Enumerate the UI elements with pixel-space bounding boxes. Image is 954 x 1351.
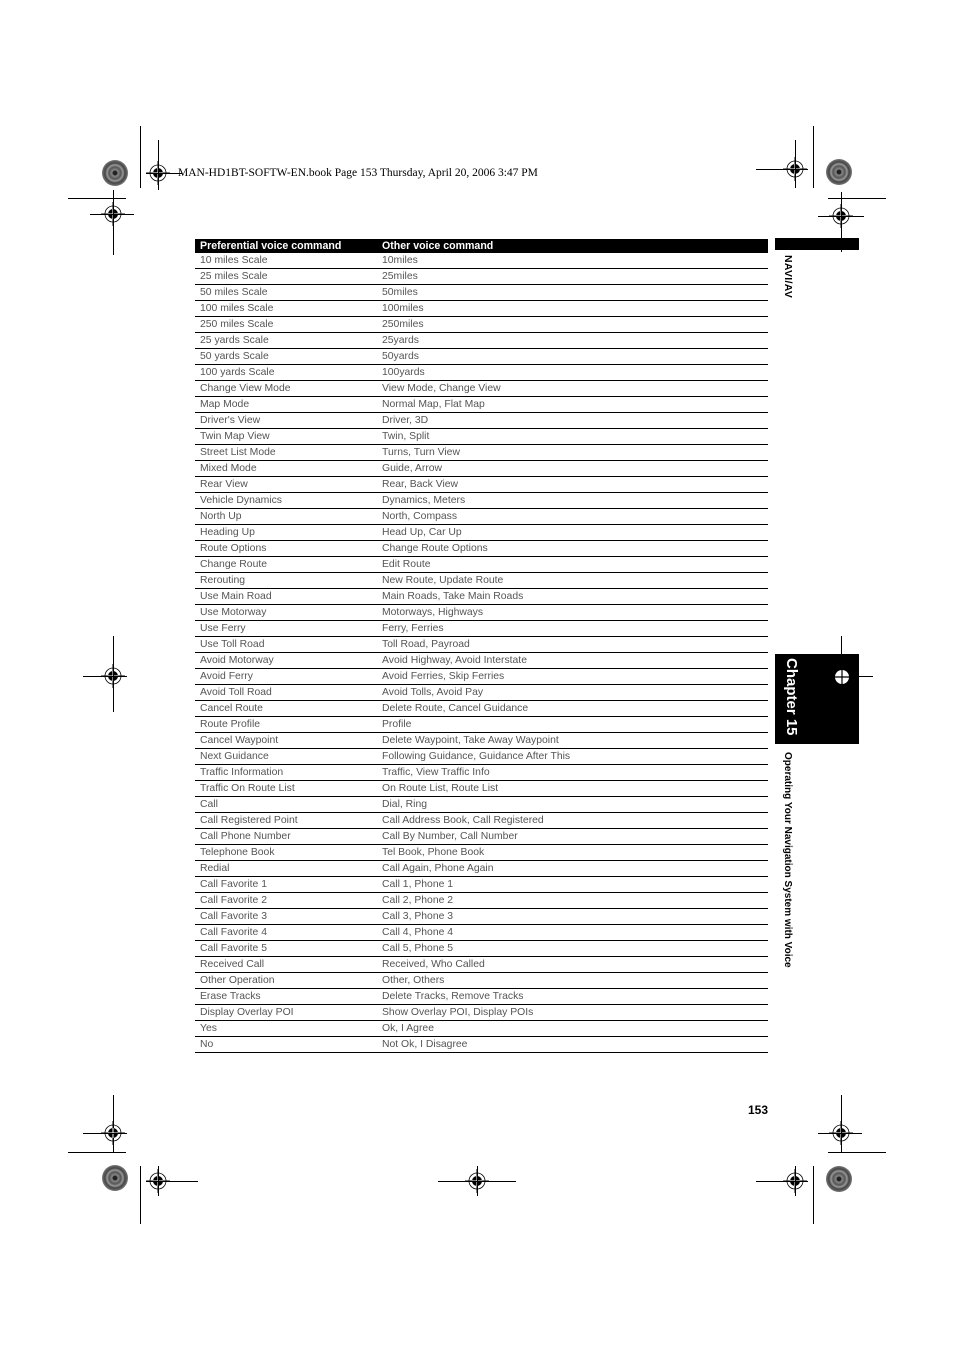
preferential-command-cell: Heading Up: [195, 525, 377, 541]
table-row: [195, 685, 768, 701]
section-tab-bar: [775, 238, 859, 250]
preferential-command-cell: Use Main Road: [195, 589, 377, 605]
other-command-cell: Received, Who Called: [377, 957, 768, 973]
table-row: [195, 893, 768, 909]
table-row: [195, 813, 768, 829]
page-number: 153: [748, 1103, 769, 1117]
table-row: [195, 573, 768, 589]
other-command-cell: Twin, Split: [377, 429, 768, 445]
preferential-command-cell: Avoid Motorway: [195, 653, 377, 669]
preferential-command-cell: Route Options: [195, 541, 377, 557]
voice-command-table: [195, 239, 768, 1053]
preferential-command-cell: Call: [195, 797, 377, 813]
table-row: [195, 589, 768, 605]
preferential-command-cell: Avoid Toll Road: [195, 685, 377, 701]
crop-mark-line: [146, 173, 182, 174]
table-row: [195, 973, 768, 989]
table-row: [195, 653, 768, 669]
preferential-command-cell: Traffic On Route List: [195, 781, 377, 797]
preferential-command-cell: Driver's View: [195, 413, 377, 429]
crop-mark-line: [113, 636, 114, 712]
table-row: [195, 749, 768, 765]
crop-mark-line: [90, 214, 134, 215]
preferential-command-cell: Call Favorite 5: [195, 941, 377, 957]
table-row: [195, 253, 768, 269]
preferential-command-cell: Yes: [195, 1021, 377, 1037]
crop-mark-line: [83, 1133, 127, 1134]
color-rosette-mark-icon: [826, 159, 852, 185]
other-command-cell: Call 5, Phone 5: [377, 941, 768, 957]
table-row: [195, 477, 768, 493]
preferential-command-cell: 50 yards Scale: [195, 349, 377, 365]
other-command-cell: Profile: [377, 717, 768, 733]
preferential-command-cell: North Up: [195, 509, 377, 525]
preferential-command-cell: Use Ferry: [195, 621, 377, 637]
table-row: [195, 509, 768, 525]
column-header-preferential: Preferential voice command: [195, 239, 377, 253]
other-command-cell: 10miles: [377, 253, 768, 269]
table-row: [195, 621, 768, 637]
other-command-cell: Call 2, Phone 2: [377, 893, 768, 909]
preferential-command-cell: Change Route: [195, 557, 377, 573]
preferential-command-cell: Traffic Information: [195, 765, 377, 781]
crop-mark-line: [146, 1181, 198, 1182]
other-command-cell: Normal Map, Flat Map: [377, 397, 768, 413]
crop-mark-line: [140, 126, 141, 188]
preferential-command-cell: Avoid Ferry: [195, 669, 377, 685]
preferential-command-cell: Street List Mode: [195, 445, 377, 461]
color-rosette-mark-icon: [102, 1165, 128, 1191]
color-rosette-mark-icon: [826, 1166, 852, 1192]
crop-mark-line: [813, 1166, 814, 1224]
table-row: [195, 397, 768, 413]
other-command-cell: Turns, Turn View: [377, 445, 768, 461]
preferential-command-cell: Call Favorite 2: [195, 893, 377, 909]
table-row: [195, 349, 768, 365]
table-row: [195, 1037, 768, 1053]
preferential-command-cell: Call Registered Point: [195, 813, 377, 829]
other-command-cell: Call 1, Phone 1: [377, 877, 768, 893]
table-row: [195, 461, 768, 477]
other-command-cell: Tel Book, Phone Book: [377, 845, 768, 861]
table-row: [195, 429, 768, 445]
other-command-cell: Dial, Ring: [377, 797, 768, 813]
other-command-cell: Toll Road, Payroad: [377, 637, 768, 653]
table-row: [195, 285, 768, 301]
table-row: [195, 605, 768, 621]
preferential-command-cell: Received Call: [195, 957, 377, 973]
other-command-cell: Delete Waypoint, Take Away Waypoint: [377, 733, 768, 749]
preferential-command-cell: 25 miles Scale: [195, 269, 377, 285]
preferential-command-cell: Call Phone Number: [195, 829, 377, 845]
preferential-command-cell: 100 miles Scale: [195, 301, 377, 317]
other-command-cell: Following Guidance, Guidance After This: [377, 749, 768, 765]
crop-mark-line: [756, 1181, 808, 1182]
other-command-cell: Call Again, Phone Again: [377, 861, 768, 877]
other-command-cell: 25yards: [377, 333, 768, 349]
preferential-command-cell: 50 miles Scale: [195, 285, 377, 301]
table-row: [195, 797, 768, 813]
section-tab-label: NAVI/AV: [782, 255, 794, 299]
other-command-cell: 50yards: [377, 349, 768, 365]
crop-mark-line: [795, 140, 796, 188]
other-command-cell: Rear, Back View: [377, 477, 768, 493]
preferential-command-cell: Redial: [195, 861, 377, 877]
preferential-command-cell: Cancel Waypoint: [195, 733, 377, 749]
other-command-cell: Avoid Highway, Avoid Interstate: [377, 653, 768, 669]
crop-mark-line: [477, 1166, 478, 1196]
table-row: [195, 701, 768, 717]
table-row: [195, 1005, 768, 1021]
table-row: [195, 333, 768, 349]
preferential-command-cell: Use Motorway: [195, 605, 377, 621]
table-row: [195, 861, 768, 877]
preferential-command-cell: Mixed Mode: [195, 461, 377, 477]
table-row: [195, 717, 768, 733]
preferential-command-cell: Erase Tracks: [195, 989, 377, 1005]
crop-mark-line: [818, 1133, 862, 1134]
table-row: [195, 765, 768, 781]
crop-mark-line: [68, 198, 126, 199]
table-row: [195, 781, 768, 797]
crop-mark-line: [828, 1152, 886, 1153]
other-command-cell: Dynamics, Meters: [377, 493, 768, 509]
table-row: [195, 909, 768, 925]
preferential-command-cell: Route Profile: [195, 717, 377, 733]
other-command-cell: Traffic, View Traffic Info: [377, 765, 768, 781]
table-row: [195, 269, 768, 285]
crop-mark-line: [841, 636, 842, 656]
chapter-label: Chapter 15: [783, 658, 800, 736]
other-command-cell: Avoid Tolls, Avoid Pay: [377, 685, 768, 701]
crop-mark-line: [158, 140, 159, 190]
crop-mark-line: [813, 126, 814, 188]
other-command-cell: Delete Tracks, Remove Tracks: [377, 989, 768, 1005]
table-row: [195, 413, 768, 429]
table-row: [195, 557, 768, 573]
preferential-command-cell: Call Favorite 3: [195, 909, 377, 925]
registration-mark-icon: [833, 668, 851, 686]
crop-mark-line: [140, 1166, 141, 1224]
preferential-command-cell: Display Overlay POI: [195, 1005, 377, 1021]
other-command-cell: Show Overlay POI, Display POIs: [377, 1005, 768, 1021]
other-command-cell: 250miles: [377, 317, 768, 333]
other-command-cell: Motorways, Highways: [377, 605, 768, 621]
table-row: [195, 925, 768, 941]
table-row: [195, 845, 768, 861]
other-command-cell: On Route List, Route List: [377, 781, 768, 797]
preferential-command-cell: Call Favorite 1: [195, 877, 377, 893]
column-header-other: Other voice command: [377, 239, 768, 253]
preferential-command-cell: Twin Map View: [195, 429, 377, 445]
other-command-cell: 100miles: [377, 301, 768, 317]
other-command-cell: Change Route Options: [377, 541, 768, 557]
table-row: [195, 669, 768, 685]
other-command-cell: Call 4, Phone 4: [377, 925, 768, 941]
other-command-cell: Ok, I Agree: [377, 1021, 768, 1037]
table-row: [195, 365, 768, 381]
table-row: [195, 829, 768, 845]
preferential-command-cell: Telephone Book: [195, 845, 377, 861]
other-command-cell: Delete Route, Cancel Guidance: [377, 701, 768, 717]
preferential-command-cell: Next Guidance: [195, 749, 377, 765]
crop-mark-line: [113, 190, 114, 255]
table-row: [195, 957, 768, 973]
crop-mark-line: [818, 216, 864, 217]
table-row: [195, 637, 768, 653]
table-row: [195, 733, 768, 749]
crop-mark-line: [841, 1095, 842, 1153]
print-header: MAN-HD1BT-SOFTW-EN.book Page 153 Thursday, April 20, 2006 3:47 PM: [178, 167, 538, 179]
color-rosette-mark-icon: [102, 160, 128, 186]
other-command-cell: 25miles: [377, 269, 768, 285]
preferential-command-cell: Rear View: [195, 477, 377, 493]
other-command-cell: Edit Route: [377, 557, 768, 573]
preferential-command-cell: 10 miles Scale: [195, 253, 377, 269]
table-row: [195, 493, 768, 509]
other-command-cell: Call 3, Phone 3: [377, 909, 768, 925]
crop-mark-line: [68, 1152, 126, 1153]
preferential-command-cell: Change View Mode: [195, 381, 377, 397]
table-row: [195, 541, 768, 557]
preferential-command-cell: 250 miles Scale: [195, 317, 377, 333]
other-command-cell: Guide, Arrow: [377, 461, 768, 477]
table-row: [195, 989, 768, 1005]
preferential-command-cell: No: [195, 1037, 377, 1053]
table-row: [195, 1021, 768, 1037]
preferential-command-cell: Use Toll Road: [195, 637, 377, 653]
table-row: [195, 381, 768, 397]
other-command-cell: Driver, 3D: [377, 413, 768, 429]
other-command-cell: Main Roads, Take Main Roads: [377, 589, 768, 605]
crop-mark-line: [841, 236, 842, 252]
preferential-command-cell: 100 yards Scale: [195, 365, 377, 381]
table-row: [195, 317, 768, 333]
other-command-cell: 100yards: [377, 365, 768, 381]
preferential-command-cell: 25 yards Scale: [195, 333, 377, 349]
other-command-cell: View Mode, Change View: [377, 381, 768, 397]
other-command-cell: Ferry, Ferries: [377, 621, 768, 637]
preferential-command-cell: Call Favorite 4: [195, 925, 377, 941]
other-command-cell: Not Ok, I Disagree: [377, 1037, 768, 1053]
other-command-cell: North, Compass: [377, 509, 768, 525]
crop-mark-line: [756, 169, 808, 170]
table-row: [195, 301, 768, 317]
other-command-cell: Other, Others: [377, 973, 768, 989]
preferential-command-cell: Rerouting: [195, 573, 377, 589]
table-row: [195, 525, 768, 541]
table-row: [195, 941, 768, 957]
preferential-command-cell: Map Mode: [195, 397, 377, 413]
other-command-cell: Head Up, Car Up: [377, 525, 768, 541]
other-command-cell: 50miles: [377, 285, 768, 301]
chapter-title: Operating Your Navigation System with Voice: [782, 752, 793, 968]
table-row: [195, 877, 768, 893]
crop-mark-line: [795, 1166, 796, 1196]
preferential-command-cell: Other Operation: [195, 973, 377, 989]
other-command-cell: Call By Number, Call Number: [377, 829, 768, 845]
other-command-cell: New Route, Update Route: [377, 573, 768, 589]
table-row: [195, 445, 768, 461]
crop-mark-line: [859, 676, 873, 677]
crop-mark-line: [828, 198, 886, 199]
preferential-command-cell: Vehicle Dynamics: [195, 493, 377, 509]
crop-mark-line: [83, 676, 127, 677]
other-command-cell: Avoid Ferries, Skip Ferries: [377, 669, 768, 685]
table-header-row: [195, 239, 768, 253]
preferential-command-cell: Cancel Route: [195, 701, 377, 717]
other-command-cell: Call Address Book, Call Registered: [377, 813, 768, 829]
